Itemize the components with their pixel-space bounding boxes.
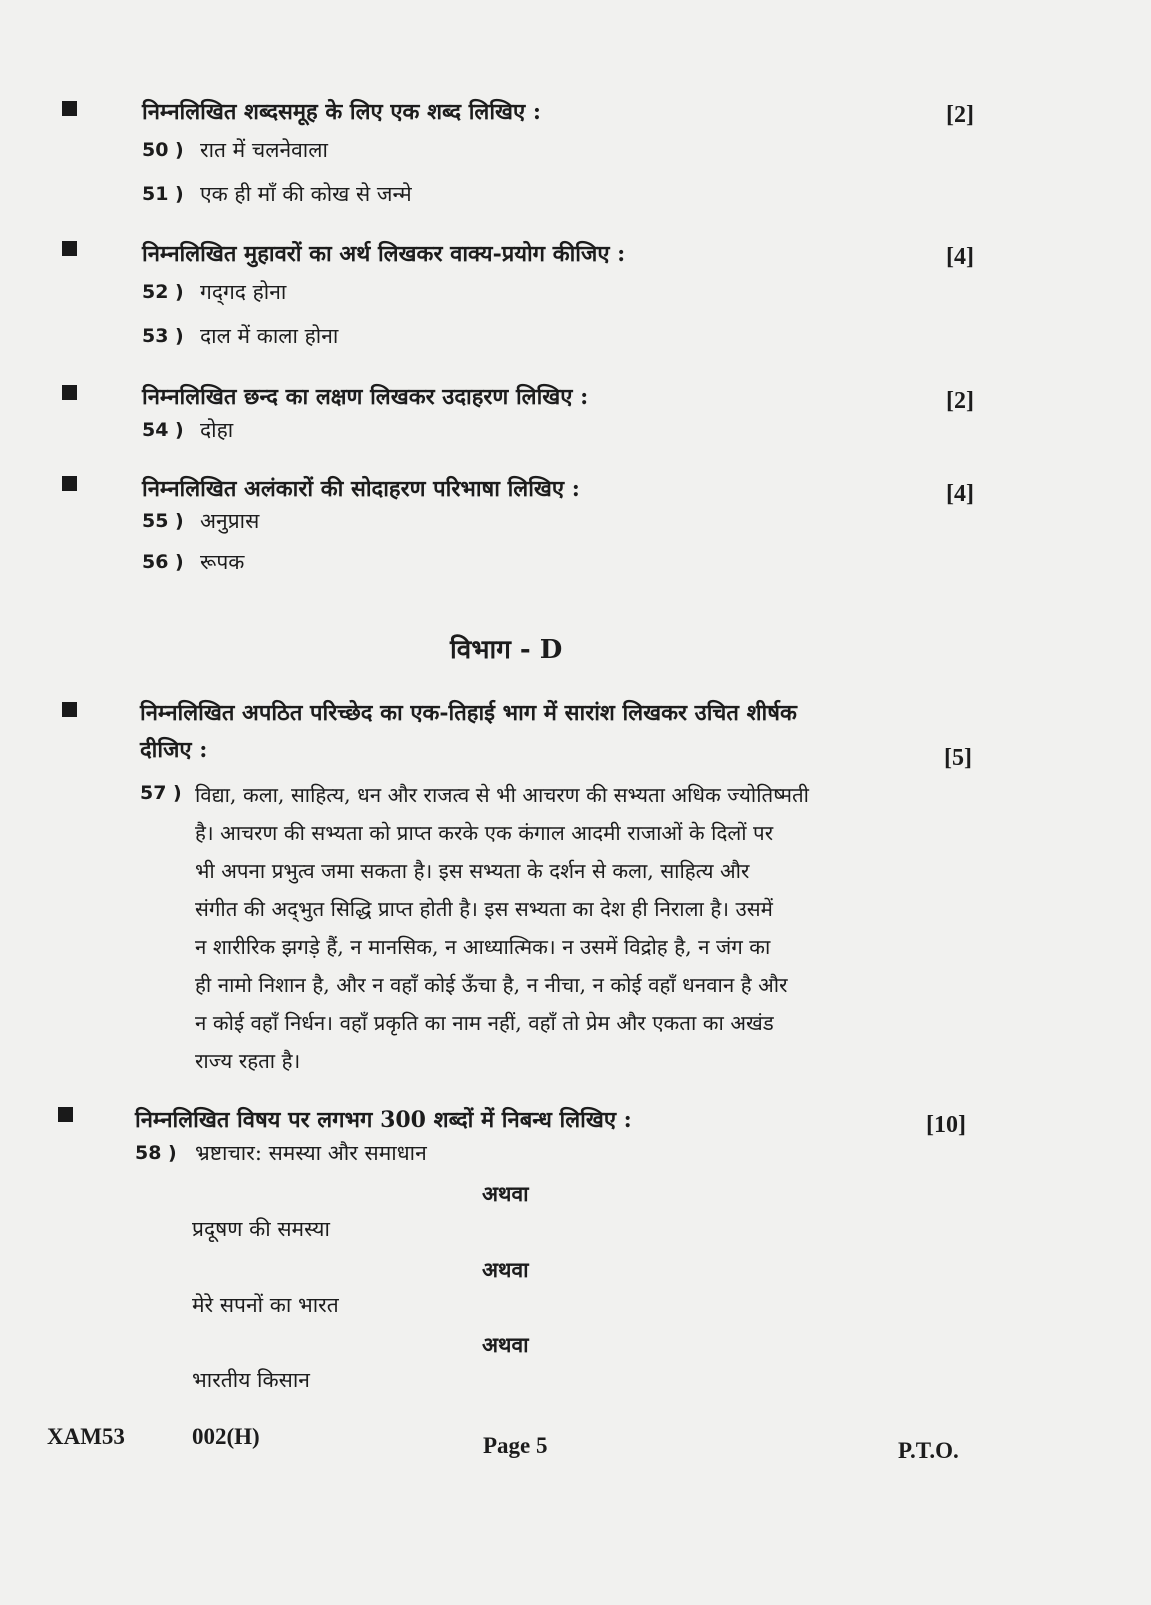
passage-line: न कोई वहाँ निर्धन। वहाँ प्रकृति का नाम नहीं, वहाँ तो प्रेम और एकता का अखंड [195,1011,774,1035]
bullet-icon [62,476,77,491]
marks-55-56: [4] [946,481,974,507]
question-heading-50-51: निम्नलिखित शब्दसमूह के लिए एक शब्द लिखिए : [142,99,541,125]
passage-line: संगीत की अद्‌भुत सिद्धि प्राप्त होती है। इस सभ्यता का देश ही निराला है। उसमें [195,897,773,921]
or-label: अथवा [482,1257,529,1282]
question-text: दोहा [200,418,234,442]
essay-topic: भ्रष्टाचार: समस्या और समाधान [195,1141,427,1165]
essay-topic: प्रदूषण की समस्या [192,1217,330,1241]
question-number: 50 ) [142,139,184,161]
question-number: 55 ) [142,510,184,532]
essay-topic: मेरे सपनों का भारत [192,1293,339,1317]
essay-topic: भारतीय किसान [192,1368,310,1392]
bullet-icon [62,101,77,116]
passage-line: भी अपना प्रभुत्व जमा सकता है। इस सभ्यता के दर्शन से कला, साहित्य और [195,859,750,883]
marks-57: [5] [944,745,972,771]
subject-code: 002(H) [192,1424,260,1449]
question-text: गद्‌गद होना [200,280,287,304]
bullet-icon [58,1107,73,1122]
question-text: रूपक [200,550,245,574]
pto-label: P.T.O. [898,1438,959,1463]
bullet-icon [62,385,77,400]
question-heading-52-53: निम्नलिखित मुहावरों का अर्थ लिखकर वाक्य-प्रयोग कीजिए : [142,241,626,267]
question-number: 56 ) [142,551,184,573]
passage-line: विद्या, कला, साहित्य, धन और राजत्व से भी आचरण की सभ्यता अधिक ज्योतिष्मती [195,783,809,807]
question-number: 57 ) [140,782,182,804]
marks-54: [2] [946,388,974,414]
marks-58: [10] [926,1112,966,1138]
paper-code: XAM53 [47,1424,125,1449]
question-text: एक ही माँ की कोख से जन्मे [200,182,412,206]
bullet-icon [62,241,77,256]
question-number: 51 ) [142,183,184,205]
question-number: 52 ) [142,281,184,303]
passage-line: है। आचरण की सभ्यता को प्राप्त करके एक कंगाल आदमी राजाओं के दिलों पर [195,821,774,845]
question-text: अनुप्रास [200,509,260,533]
question-text: दाल में काला होना [200,324,339,348]
question-heading-55-56: निम्नलिखित अलंकारों की सोदाहरण परिभाषा लिखिए : [142,476,580,502]
question-heading-57: निम्नलिखित अपठित परिच्छेद का एक-तिहाई भाग में सारांश लिखकर उचित शीर्षक [140,700,797,726]
passage [195,776,875,1080]
question-number: 53 ) [142,325,184,347]
marks-50-51: [2] [946,102,974,128]
marks-52-53: [4] [946,244,974,270]
passage-line: राज्य रहता है। [195,1049,301,1073]
question-number: 54 ) [142,419,184,441]
page-number: Page 5 [483,1433,548,1458]
question-heading-54: निम्नलिखित छन्द का लक्षण लिखकर उदाहरण लिखिए : [142,384,589,410]
or-label: अथवा [482,1181,529,1206]
question-heading-57-cont: दीजिए : [140,737,208,763]
bullet-icon [62,702,77,717]
passage-line: न शारीरिक झगड़े हैं, न मानसिक, न आध्यात्मिक। न उसमें विद्रोह है, न जंग का [195,935,771,959]
question-text: रात में चलनेवाला [200,138,328,162]
question-heading-58: निम्नलिखित विषय पर लगभग 300 शब्दों में निबन्ध लिखिए : [135,1107,632,1133]
passage-line: ही नामो निशान है, और न वहाँ कोई ऊँचा है, न नीचा, न कोई वहाँ धनवान है और [195,973,788,997]
section-title: विभाग - D [450,635,563,665]
or-label: अथवा [482,1332,529,1357]
question-number: 58 ) [135,1142,177,1164]
